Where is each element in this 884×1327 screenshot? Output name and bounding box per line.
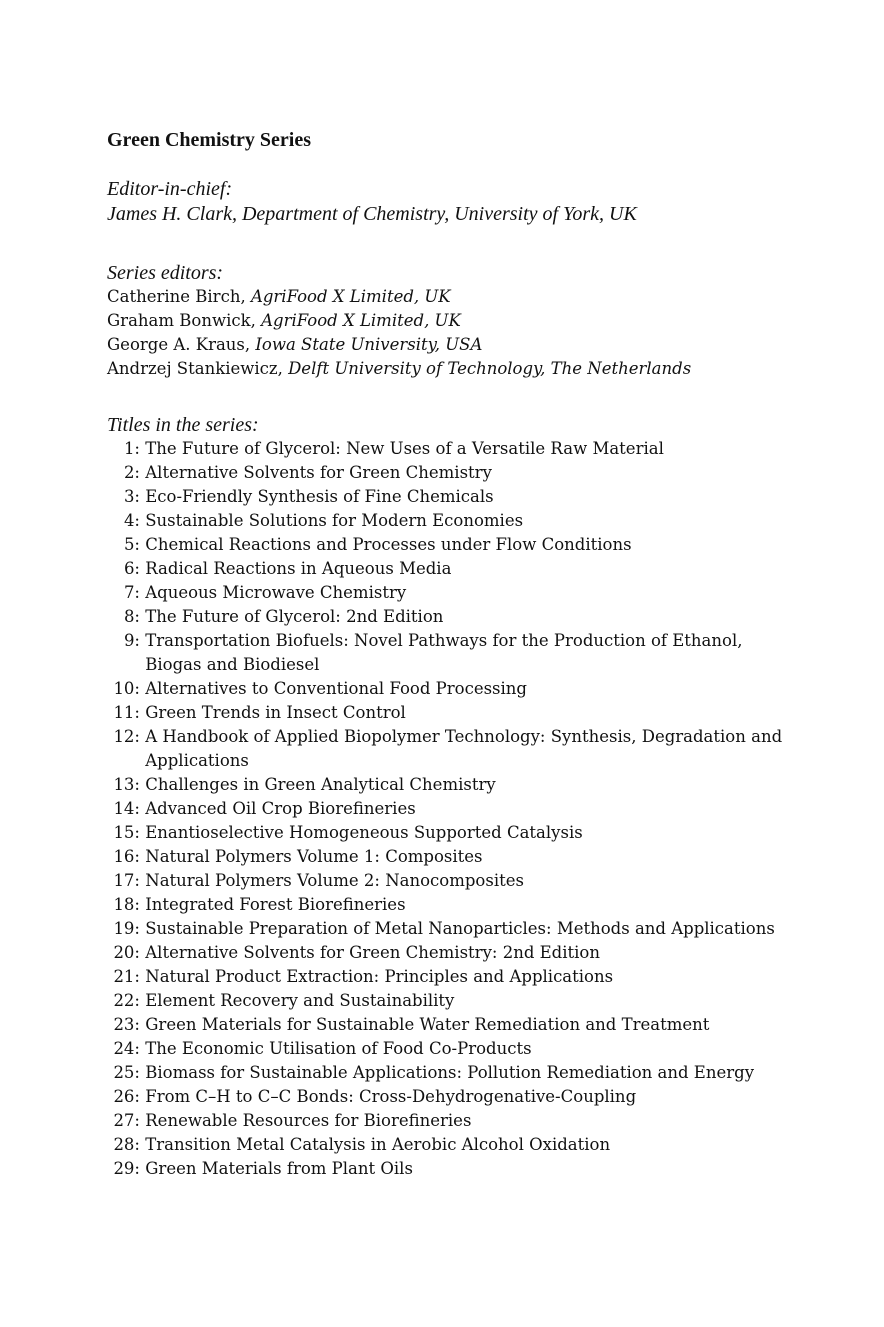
series-title-text: Sustainable Preparation of Metal Nanoparticles: Methods and Applications	[145, 919, 775, 938]
series-title-item	[107, 485, 797, 509]
series-title-number: 7:	[123, 583, 140, 602]
series-editor-line	[107, 285, 797, 309]
series-title-text: Radical Reactions in Aqueous Media	[145, 559, 452, 578]
page-content	[107, 128, 797, 1181]
series-title-item	[107, 1157, 797, 1181]
series-title-text: Sustainable Solutions for Modern Economies	[145, 511, 524, 530]
series-title-text: Eco-Friendly Synthesis of Fine Chemicals	[145, 487, 494, 506]
series-title: Green Chemistry Series	[107, 129, 312, 151]
series-title-text: Element Recovery and Sustainability	[145, 991, 455, 1010]
series-title-text: From C–H to C–C Bonds: Cross-Dehydrogenative-Coupling	[145, 1087, 637, 1106]
series-title-item	[107, 917, 797, 941]
series-title-item	[107, 1013, 797, 1037]
series-title-item	[107, 821, 797, 845]
series-title-number: 25:	[113, 1063, 140, 1082]
series-title-item	[107, 1061, 797, 1085]
series-title-text: Advanced Oil Crop Biorefineries	[145, 799, 416, 818]
series-title-item	[107, 533, 797, 557]
series-editor-name: Graham Bonwick,	[107, 311, 256, 330]
series-title-number: 28:	[113, 1135, 140, 1154]
series-title-text: Transportation Biofuels: Novel Pathways for the Production of Ethanol, Biogas and Biodiesel	[145, 631, 743, 674]
series-editor-line	[107, 357, 797, 381]
series-title-item	[107, 773, 797, 797]
series-title-text: The Future of Glycerol: New Uses of a Versatile Raw Material	[145, 439, 664, 458]
series-title-item	[107, 437, 797, 461]
series-title-text: Aqueous Microwave Chemistry	[145, 583, 407, 602]
series-title-text: Chemical Reactions and Processes under Flow Conditions	[145, 535, 632, 554]
series-editors-section	[107, 261, 797, 381]
series-title-item	[107, 461, 797, 485]
titles-list	[107, 437, 797, 1181]
series-title-item	[107, 941, 797, 965]
series-editor-affiliation: AgriFood X Limited, UK	[261, 311, 461, 330]
series-title-text: Green Trends in Insect Control	[145, 703, 406, 722]
editor-in-chief-section	[107, 177, 797, 228]
titles-label: Titles in the series:	[107, 414, 259, 436]
series-editor-name: Andrzej Stankiewicz,	[107, 359, 283, 378]
editor-in-chief-label: Editor-in-chief:	[107, 178, 233, 200]
series-title-text: Renewable Resources for Biorefineries	[145, 1111, 472, 1130]
series-title-item	[107, 1133, 797, 1157]
series-title-text: Natural Polymers Volume 1: Composites	[145, 847, 483, 866]
series-title-number: 10:	[113, 679, 140, 698]
series-editor-affiliation: AgriFood X Limited, UK	[250, 287, 451, 306]
series-title-number: 15:	[113, 823, 140, 842]
series-title-number: 13:	[113, 775, 140, 794]
series-title-item	[107, 509, 797, 533]
series-title-item	[107, 629, 797, 677]
series-title-number: 14:	[113, 799, 140, 818]
series-title-text: Green Materials from Plant Oils	[145, 1159, 413, 1178]
series-title-number: 26:	[113, 1087, 140, 1106]
series-title-item	[107, 845, 797, 869]
series-title-text: The Future of Glycerol: 2nd Edition	[145, 607, 444, 626]
series-title-item	[107, 701, 797, 725]
series-title-text: Natural Product Extraction: Principles and Applications	[145, 967, 614, 986]
series-editor-affiliation: Delft University of Technology, The Netherlands	[288, 359, 692, 378]
series-title-item	[107, 1109, 797, 1133]
series-title-item	[107, 965, 797, 989]
series-title-number: 24:	[113, 1039, 140, 1058]
series-title-text: Biomass for Sustainable Applications: Pollution Remediation and Energy	[145, 1063, 755, 1082]
series-editor-name: George A. Kraus,	[107, 335, 251, 354]
series-title-number: 19:	[113, 919, 140, 938]
series-editors-label: Series editors:	[107, 262, 224, 284]
series-title-number: 9:	[123, 631, 140, 650]
series-title-text: Alternatives to Conventional Food Processing	[145, 679, 527, 698]
series-title-text: Transition Metal Catalysis in Aerobic Alcohol Oxidation	[145, 1135, 611, 1154]
series-editors-list	[107, 285, 797, 381]
series-title-text: Alternative Solvents for Green Chemistry: 2nd Edition	[145, 943, 600, 962]
series-title-number: 16:	[113, 847, 140, 866]
series-title-item	[107, 869, 797, 893]
series-title-number: 3:	[123, 487, 140, 506]
series-title-text: The Economic Utilisation of Food Co-Products	[145, 1039, 532, 1058]
series-editor-line	[107, 309, 797, 333]
series-title-text: Challenges in Green Analytical Chemistry	[145, 775, 496, 794]
series-title-number: 22:	[113, 991, 140, 1010]
series-title-number: 6:	[123, 559, 140, 578]
series-title-text: A Handbook of Applied Biopolymer Technology: Synthesis, Degradation and Applications	[145, 727, 783, 770]
series-title-item	[107, 989, 797, 1013]
series-editor-name: Catherine Birch,	[107, 287, 246, 306]
series-editor-line	[107, 333, 797, 357]
series-title-item	[107, 605, 797, 629]
series-title-item	[107, 581, 797, 605]
series-title-number: 23:	[113, 1015, 140, 1034]
series-title-number: 20:	[113, 943, 140, 962]
series-title-text: Integrated Forest Biorefineries	[145, 895, 406, 914]
series-title-number: 1:	[123, 439, 140, 458]
titles-section	[107, 413, 797, 1181]
series-title-text: Alternative Solvents for Green Chemistry	[145, 463, 492, 482]
series-title-text: Natural Polymers Volume 2: Nanocomposites	[145, 871, 524, 890]
series-title-number: 18:	[113, 895, 140, 914]
series-title-item	[107, 557, 797, 581]
series-title-number: 2:	[123, 463, 140, 482]
series-title-item	[107, 677, 797, 701]
series-title-number: 21:	[113, 967, 140, 986]
series-title-item	[107, 725, 797, 773]
editor-in-chief-name: James H. Clark, Department of Chemistry, University of York, UK	[107, 203, 637, 225]
series-title-item	[107, 797, 797, 821]
series-title-number: 12:	[113, 727, 140, 746]
series-editor-affiliation: Iowa State University, USA	[255, 335, 483, 354]
series-title-item	[107, 1037, 797, 1061]
series-title-text: Green Materials for Sustainable Water Remediation and Treatment	[145, 1015, 710, 1034]
series-title-number: 5:	[123, 535, 140, 554]
series-title-number: 8:	[123, 607, 140, 626]
series-title-number: 17:	[113, 871, 140, 890]
series-title-item	[107, 1085, 797, 1109]
series-title-item	[107, 893, 797, 917]
series-title-number: 4:	[123, 511, 140, 530]
series-title-number: 11:	[113, 703, 140, 722]
series-title-number: 29:	[113, 1159, 140, 1178]
series-title-text: Enantioselective Homogeneous Supported Catalysis	[145, 823, 583, 842]
series-title-number: 27:	[113, 1111, 140, 1130]
